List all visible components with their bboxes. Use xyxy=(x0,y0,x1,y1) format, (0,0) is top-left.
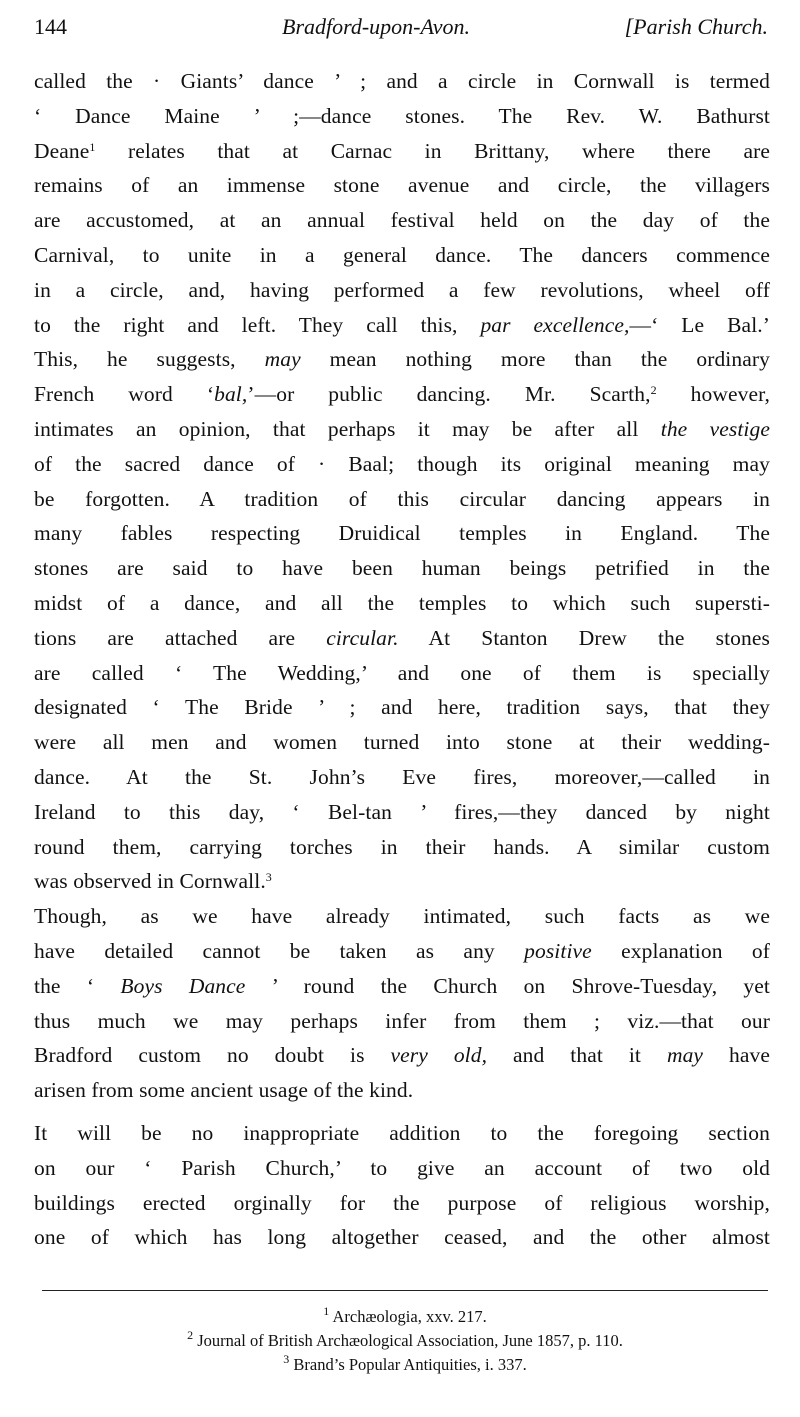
running-title: Bradford-upon-Avon. xyxy=(282,14,470,39)
section-title: [Parish Church. xyxy=(624,14,768,39)
text-line: Carnival, to unite in a general dance. The dancers commence xyxy=(34,242,770,267)
footnote-3: $^3$ Brand’s Popular Antiquities, i. 337. xyxy=(283,1352,527,1374)
text-line: Ireland to this day, ‘ Bel-tan ’ fires,—they danced by night xyxy=(34,799,770,824)
text-line: intimates an opinion, that perhaps it may be after all the vestige xyxy=(34,416,770,441)
text-line: arisen from some ancient usage of the kind. xyxy=(34,1078,414,1103)
paragraph-1 xyxy=(34,64,770,899)
body-text xyxy=(34,64,770,1255)
text-line: dance. At the St. John’s Eve fires, moreover,—called in xyxy=(34,764,770,789)
text-line: of the sacred dance of · Baal; though its original meaning may xyxy=(34,451,770,476)
paragraph-3 xyxy=(34,1116,770,1255)
text-line: buildings erected orginally for the purpose of religious worship, xyxy=(34,1190,770,1215)
text-line: are called ‘ The Wedding,’ and one of them is specially xyxy=(34,660,770,685)
text-line: was observed in Cornwall.$^3$ xyxy=(34,869,272,894)
footnote-ref-1: 1 xyxy=(89,139,96,154)
text-line: tions are attached are circular. At Stanton Drew the stones xyxy=(34,625,770,650)
text-line: midst of a dance, and all the temples to which such supersti- xyxy=(34,590,770,615)
footnote-ref-2: 2 xyxy=(650,383,657,398)
text-line: thus much we may perhaps infer from them ; viz.—that our xyxy=(34,1008,770,1033)
text-line: Deane$^1$ relates that at Carnac in Brittany, where there are xyxy=(34,138,770,163)
text-line: to the right and left. They call this, par excellence,—‘ Le Bal.’ xyxy=(34,312,770,337)
text-line: have detailed cannot be taken as any positive explanation of xyxy=(34,938,770,963)
text-line: on our ‘ Parish Church,’ to give an account of two old xyxy=(34,1155,770,1180)
text-line: It will be no inappropriate addition to the foregoing section xyxy=(34,1120,770,1145)
running-header xyxy=(34,10,770,44)
text-line: the ‘ Boys Dance ’ round the Church on Shrove-Tuesday, yet xyxy=(34,973,770,998)
text-line: in a circle, and, having performed a few revolutions, wheel off xyxy=(34,277,770,302)
footnote-divider xyxy=(42,1290,768,1291)
text-line: round them, carrying torches in their hands. A similar custom xyxy=(34,834,770,859)
text-line: This, he suggests, may mean nothing more than the ordinary xyxy=(34,347,770,372)
paragraph-2 xyxy=(34,899,770,1108)
page-number: 144 xyxy=(34,14,67,39)
text-line: remains of an immense stone avenue and circle, the villagers xyxy=(34,173,770,198)
text-line: French word ‘bal,’—or public dancing. Mr. Scarth,$^2$ however, xyxy=(34,382,770,407)
text-line: one of which has long altogether ceased, and the other almost xyxy=(34,1225,770,1250)
footnote-2: $^2$ Journal of British Archæological Association, June 1857, p. 110. xyxy=(187,1328,623,1350)
text-line: were all men and women turned into stone at their wedding- xyxy=(34,730,770,755)
text-line: Though, as we have already intimated, such facts as we xyxy=(34,904,770,929)
text-line: ‘ Dance Maine ’ ;—dance stones. The Rev. W. Bathurst xyxy=(34,103,770,128)
text-line: many fables respecting Druidical temples in England. The xyxy=(34,521,770,546)
footnote-1: $^1$ Archæologia, xxv. 217. xyxy=(323,1304,487,1326)
text-line: called the · Giants’ dance ’ ; and a circle in Cornwall is termed xyxy=(34,69,770,93)
text-line: stones are said to have been human beings petrified in the xyxy=(34,556,770,581)
text-line: Bradford custom no doubt is very old, and that it may have xyxy=(34,1043,770,1068)
text-line: be forgotten. A tradition of this circular dancing appears in xyxy=(34,486,770,511)
footnotes xyxy=(42,1305,768,1377)
text-line: designated ‘ The Bride ’ ; and here, tradition says, that they xyxy=(34,695,770,720)
footnote-ref-3: 3 xyxy=(265,870,272,885)
text-line: are accustomed, at an annual festival held on the day of the xyxy=(34,208,770,233)
